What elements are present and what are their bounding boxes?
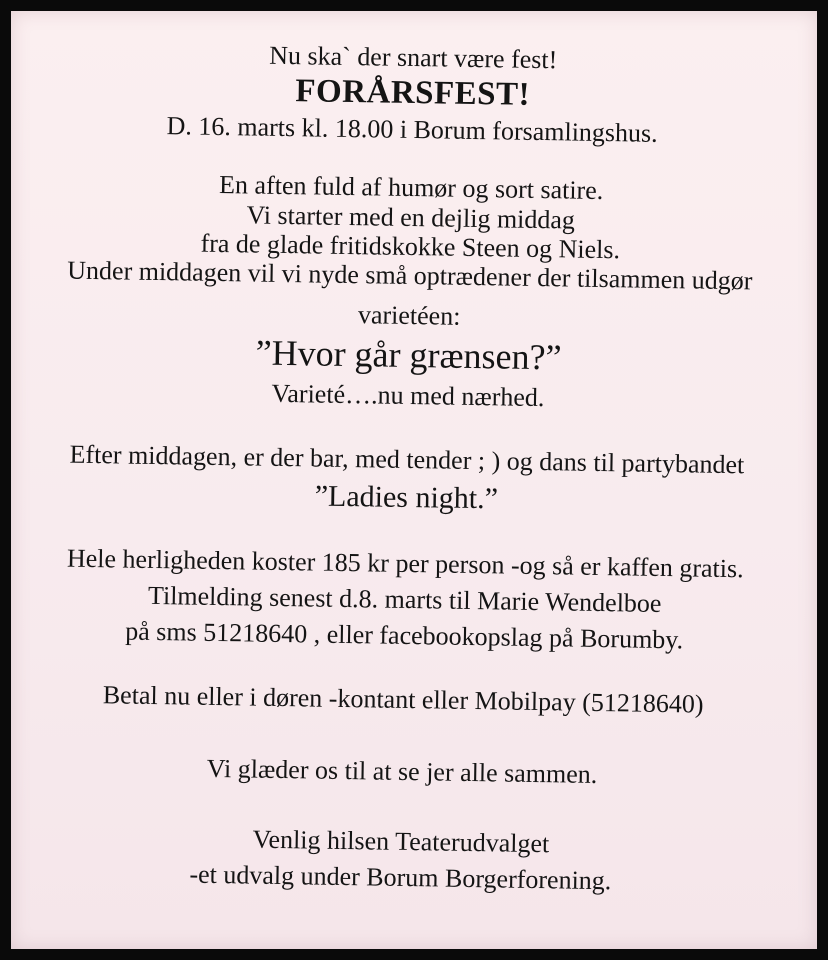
description-line-2: Vi starter med en dejlig middag: [246, 200, 576, 235]
organization-line: -et udvalg under Borum Borgerforening.: [189, 859, 612, 896]
description-line-4: Under middagen vil vi nyde små optrædener der tilsammen udgør: [67, 255, 753, 296]
event-title: FORÅRSFEST!: [295, 73, 531, 113]
price-line: Hele herligheden koster 185 kr per person -og så er kaffen gratis.: [66, 543, 744, 584]
signup-line-2: på sms 51218640 , eller facebookopslag på Borumby.: [125, 616, 684, 655]
show-title: ”Hvor går grænsen?”: [255, 332, 562, 378]
payment-line: Betal nu eller i døren -kontant eller Mobilpay (51218640): [102, 680, 704, 719]
flyer-text: [11, 11, 817, 896]
regards-line: Venlig hilsen Teaterudvalget: [252, 824, 550, 859]
description-line-1: En aften fuld af humør og sort satire.: [218, 169, 604, 205]
signup-line-1: Tilmelding senest d.8. marts til Marie Wendelboe: [147, 580, 662, 618]
flyer-paper: [11, 11, 817, 949]
description-line-3: fra de glade fritidskokke Steen og Niels.: [200, 228, 621, 265]
welcome-line: Vi glæder os til at se jer alle sammen.: [206, 753, 598, 789]
show-subtitle: Varieté….nu med nærhed.: [271, 378, 545, 413]
date-place-line: D. 16. marts kl. 18.00 i Borum forsamlingshus.: [166, 111, 658, 148]
after-dinner-line: Efter middagen, er der bar, med tender ; ) og dans til partybandet: [69, 439, 745, 480]
description-line-5: varietéen:: [357, 300, 461, 331]
intro-line: Nu ska` der snart være fest!: [269, 40, 558, 75]
band-name: ”Ladies night.”: [314, 479, 499, 516]
